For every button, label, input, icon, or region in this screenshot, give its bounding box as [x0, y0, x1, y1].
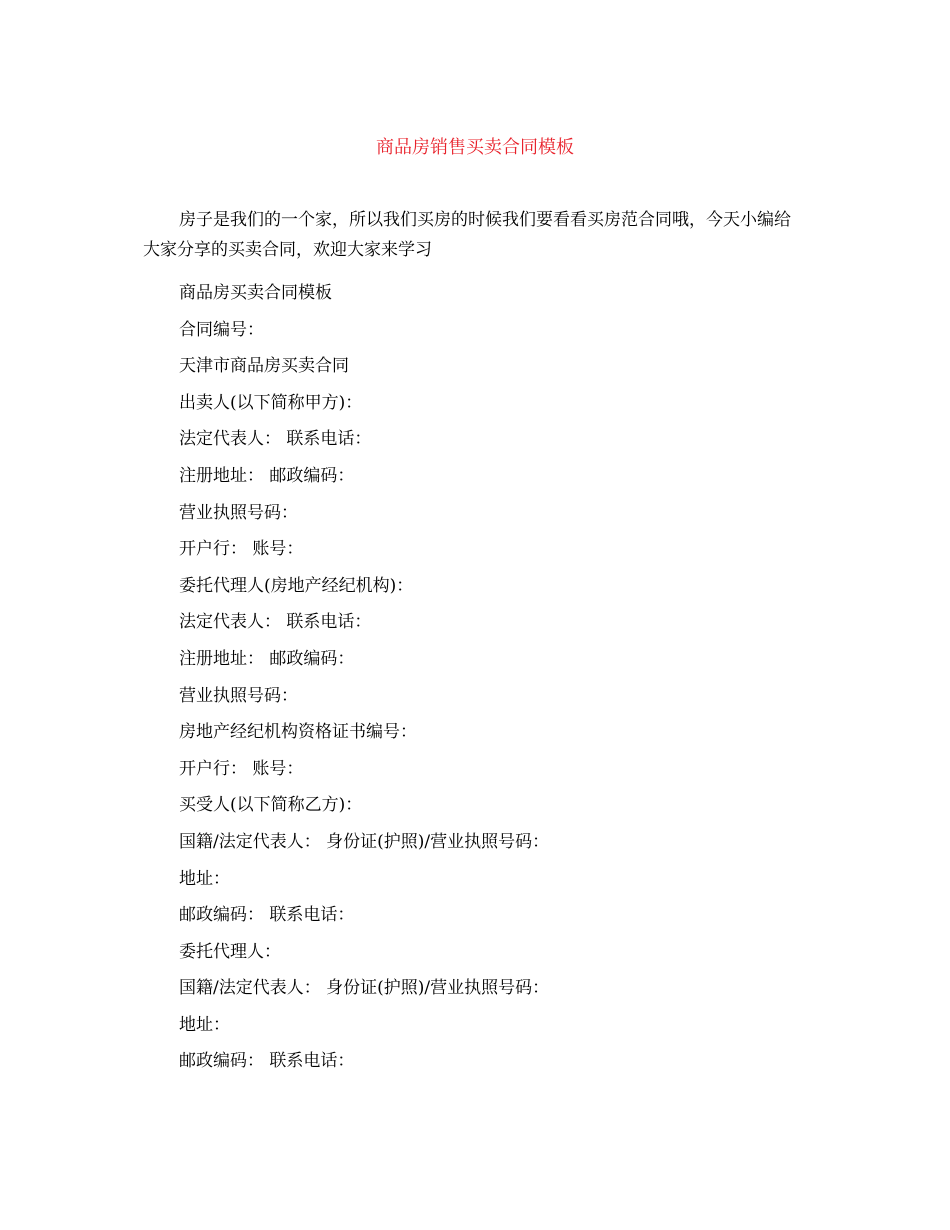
contract-line: 法定代表人： 联系电话： [179, 612, 372, 633]
contract-line: 地址： [179, 1014, 230, 1035]
contract-line: 委托代理人(房地产经纪机构)： [179, 575, 414, 596]
contract-line: 营业执照号码： [179, 685, 298, 706]
contract-line: 注册地址： 邮政编码： [179, 465, 355, 486]
contract-line: 出卖人(以下简称甲方)： [179, 392, 363, 413]
contract-line: 营业执照号码： [179, 502, 298, 523]
contract-fields-list [179, 281, 819, 1086]
contract-line: 房地产经纪机构资格证书编号： [179, 722, 417, 743]
contract-line: 邮政编码： 联系电话： [179, 905, 355, 926]
contract-line: 国籍/法定代表人： 身份证(护照)/营业执照号码： [179, 978, 550, 999]
contract-line: 天津市商品房买卖合同 [179, 356, 349, 377]
contract-line: 商品房买卖合同模板 [179, 283, 332, 303]
contract-line: 开户行： 账号： [179, 758, 304, 779]
contract-line: 国籍/法定代表人： 身份证(护照)/营业执照号码： [179, 831, 550, 852]
document-title: 商品房销售买卖合同模板 [376, 137, 574, 158]
contract-line: 合同编号： [179, 319, 264, 340]
contract-line: 地址： [179, 868, 230, 889]
intro-paragraph: 房子是我们的一个家，所以我们买房的时候我们要看看买房范合同哦，今天小编给大家分享的买卖合同，欢迎大家来学习 [143, 210, 791, 260]
contract-line: 委托代理人： [179, 941, 281, 962]
contract-line: 开户行： 账号： [179, 539, 304, 560]
contract-line: 邮政编码： 联系电话： [179, 1051, 355, 1072]
contract-line: 法定代表人： 联系电话： [179, 429, 372, 450]
contract-line: 注册地址： 邮政编码： [179, 648, 355, 669]
contract-line: 买受人(以下简称乙方)： [179, 795, 363, 816]
